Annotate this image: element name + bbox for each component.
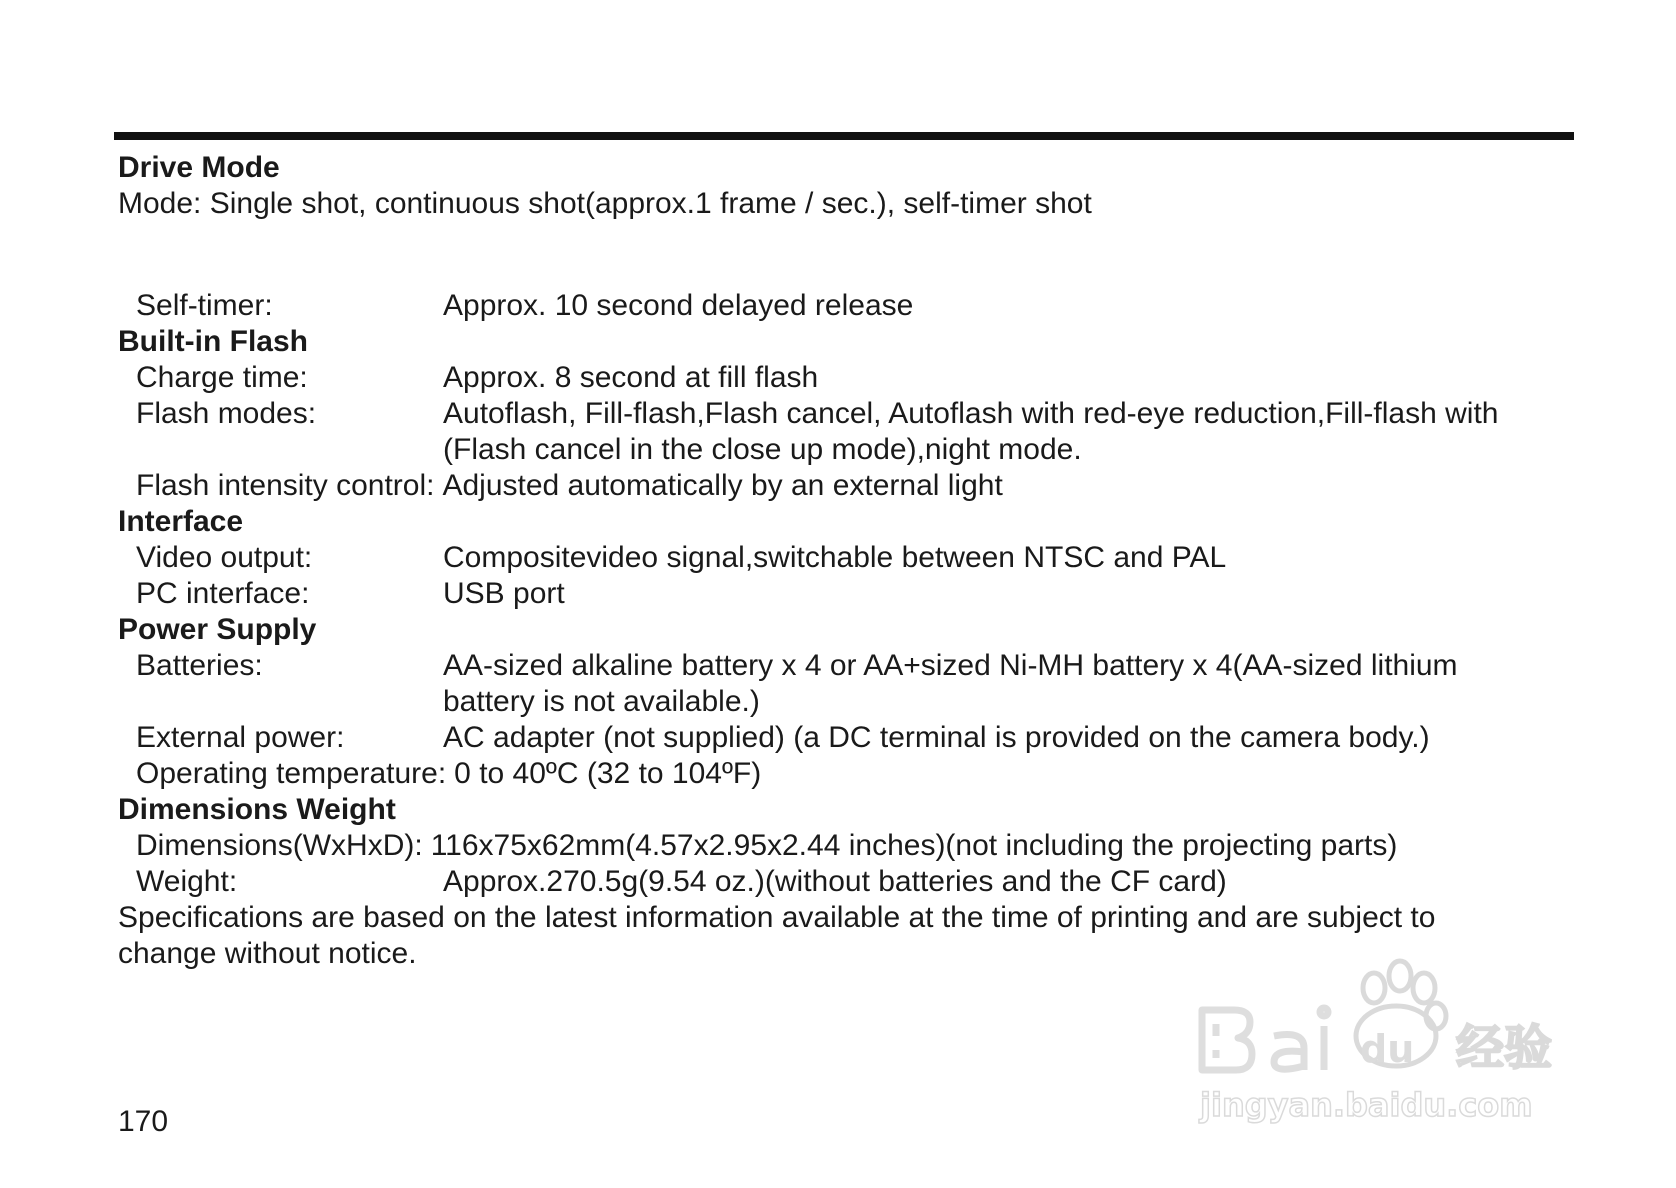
operating-temp-label: Operating temperature:	[136, 757, 447, 790]
charge-time-value: Approx. 8 second at fill flash	[443, 361, 819, 394]
self-timer-label: Self-timer:	[136, 289, 273, 322]
spec-content	[118, 150, 1588, 972]
baidu-watermark-logo	[1192, 940, 1592, 1130]
pc-interface-value: USB port	[443, 577, 565, 610]
video-output-label: Video output:	[136, 541, 313, 574]
batteries-row-cont	[118, 684, 1588, 720]
page-number: 170	[118, 1105, 169, 1138]
drive-mode-line: Mode: Single shot, continuous shot(approx.1 frame / sec.), self-timer shot	[118, 187, 1092, 220]
dimensions-value: 116x75x62mm(4.57x2.95x2.44 inches)(not including the projecting parts)	[430, 829, 1398, 862]
empty-label	[118, 684, 443, 720]
flash-intensity-value: Adjusted automatically by an external light	[442, 469, 1003, 502]
svg-text:jingyan.baidu.com: jingyan.baidu.com	[1200, 1086, 1533, 1124]
self-timer-row	[118, 288, 1588, 324]
flash-modes-label: Flash modes:	[136, 397, 317, 430]
flash-modes-value-2: (Flash cancel in the close up mode),night mode.	[443, 433, 1082, 466]
batteries-value-1: AA-sized alkaline battery x 4 or AA+sized Ni-MH battery x 4(AA-sized lithium	[443, 649, 1458, 682]
operating-temp-value: 0 to 40ºC (32 to 104ºF)	[454, 757, 762, 790]
section-heading-dimensions: Dimensions Weight	[118, 793, 396, 826]
pc-interface-row	[118, 576, 1588, 612]
flash-modes-row	[118, 396, 1588, 432]
empty-label	[118, 432, 443, 468]
external-power-row	[118, 720, 1588, 756]
svg-text:du: du	[1360, 1027, 1415, 1071]
weight-row	[118, 864, 1588, 900]
charge-time-row	[118, 360, 1588, 396]
svg-text:经验: 经验	[1456, 1020, 1553, 1076]
external-power-label: External power:	[136, 721, 345, 754]
external-power-value: AC adapter (not supplied) (a DC terminal is provided on the camera body.)	[443, 721, 1430, 754]
video-output-value: Compositevideo signal,switchable between NTSC and PAL	[443, 541, 1227, 574]
dimensions-row	[118, 828, 1588, 864]
footer-note-line-1: Specifications are based on the latest information available at the time of printing and are subject to	[118, 901, 1436, 934]
paw-logo-icon	[1192, 940, 1592, 1130]
section-heading-interface: Interface	[118, 505, 244, 538]
batteries-label: Batteries:	[136, 649, 263, 682]
spacer	[118, 222, 1588, 288]
dimensions-label: Dimensions(WxHxD):	[136, 829, 423, 862]
batteries-row	[118, 648, 1588, 684]
video-output-row	[118, 540, 1588, 576]
weight-label: Weight:	[136, 865, 238, 898]
section-heading-drive-mode: Drive Mode	[118, 151, 280, 184]
pc-interface-label: PC interface:	[136, 577, 310, 610]
self-timer-value: Approx. 10 second delayed release	[443, 289, 914, 322]
footer-note-line-2: change without notice.	[118, 937, 417, 970]
flash-intensity-row	[118, 468, 1588, 504]
flash-intensity-label: Flash intensity control:	[136, 469, 435, 502]
section-heading-flash: Built-in Flash	[118, 325, 308, 358]
section-heading-power: Power Supply	[118, 613, 317, 646]
batteries-value-2: battery is not available.)	[443, 685, 760, 718]
charge-time-label: Charge time:	[136, 361, 308, 394]
weight-value: Approx.270.5g(9.54 oz.)(without batteries and the CF card)	[443, 865, 1227, 898]
operating-temp-row	[118, 756, 1588, 792]
flash-modes-value-1: Autoflash, Fill-flash,Flash cancel, Autoflash with red-eye reduction,Fill-flash with	[443, 397, 1499, 430]
flash-modes-row-cont	[118, 432, 1588, 468]
top-rule	[114, 132, 1574, 140]
